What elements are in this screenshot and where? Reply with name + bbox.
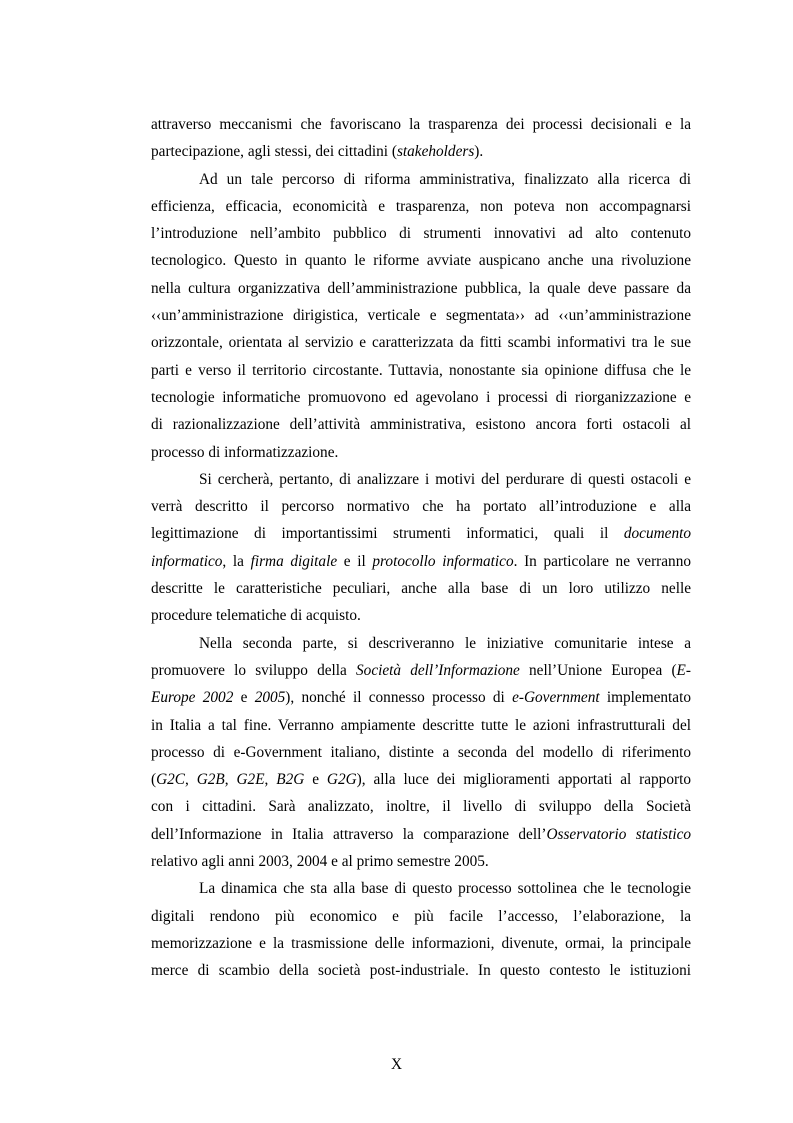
text-line: legittimazione di importantissimi strumenti informatici, quali il documento: [151, 525, 691, 543]
text-line: di razionalizzazione dell’attività amministrativa, esistono ancora forti ostacoli al: [151, 416, 691, 434]
text-line: promuovere lo sviluppo della Società dell’Informazione nell’Unione Europea (E-: [151, 661, 691, 679]
text-line: in Italia a tal fine. Verranno ampiamente descritte tutte le azioni infrastrutturali del: [151, 716, 691, 734]
italic-term: e-Government: [512, 689, 600, 707]
text-line: l’introduzione nell’ambito pubblico di strumenti innovativi ad alto contenuto: [151, 225, 691, 243]
italic-term: Società dell’Informazione: [356, 661, 520, 679]
document-body: [151, 111, 691, 985]
text-line: ‹‹un’amministrazione dirigistica, verticale e segmentata›› ad ‹‹un’amministrazione: [151, 307, 691, 325]
italic-term: Osservatorio statistico: [546, 825, 692, 843]
text-line: efficienza, efficacia, economicità e trasparenza, non poteva non accompagnarsi: [151, 197, 691, 215]
paragraph-analysis: [151, 466, 691, 630]
italic-term: E-: [676, 661, 691, 679]
text-line: verrà descritto il percorso normativo che ha portato all’introduzione e alla: [151, 498, 691, 516]
text-line: Ad un tale percorso di riforma amministrativa, finalizzato alla ricerca di: [199, 170, 691, 188]
italic-term: stakeholders: [396, 143, 475, 161]
italic-term: G2C: [156, 771, 186, 789]
text-line: descritte le caratteristiche peculiari, anche alla base di un loro utilizzo nelle: [151, 580, 691, 598]
italic-term: firma digitale: [250, 552, 338, 570]
text-line: digitali rendono più economico e più facile l’accesso, l’elaborazione, la: [151, 907, 691, 925]
italic-term: documento: [623, 525, 691, 543]
text-line: Nella seconda parte, si descriveranno le iniziative comunitarie intese a: [199, 634, 691, 652]
text-line: informatico, la firma digitale e il protocollo informatico. In particolare ne verranno: [151, 552, 691, 570]
text-line: Si cercherà, pertanto, di analizzare i motivi del perdurare di questi ostacoli e: [199, 470, 691, 488]
text-line: memorizzazione e la trasmissione delle informazioni, divenute, ormai, la principale: [151, 934, 691, 952]
paragraph-dynamics: [151, 875, 691, 984]
text-line: nella cultura organizzativa dell’amministrazione pubblica, la quale deve passare da: [151, 279, 691, 297]
text-line: merce di scambio della società post-industriale. In questo contesto le istituzioni: [151, 962, 691, 980]
text-line: dell’Informazione in Italia attraverso la comparazione dell’Osservatorio statistico: [151, 825, 692, 843]
paragraph-second-part: [151, 630, 691, 876]
text-line: procedure telematiche di acquisto.: [151, 607, 361, 625]
italic-term: B2G: [276, 771, 305, 789]
text-line: relativo agli anni 2003, 2004 e al primo semestre 2005.: [151, 853, 489, 871]
italic-term: informatico: [151, 552, 223, 570]
text-line: con i cittadini. Sarà analizzato, inoltre, il livello di sviluppo della Società: [151, 798, 691, 816]
italic-term: G2B: [196, 771, 225, 789]
text-line: partecipazione, agli stessi, dei cittadini (stakeholders).: [151, 143, 484, 161]
italic-term: G2G: [326, 771, 357, 789]
italic-term: protocollo informatico: [372, 552, 514, 570]
text-line: processo di e-Government italiano, distinte a seconda del modello di riferimento: [151, 743, 691, 761]
italic-term: Europe 2002: [151, 689, 234, 707]
italic-term: 2005: [254, 689, 286, 707]
text-line: (G2C, G2B, G2E, B2G e G2G), alla luce dei miglioramenti apportati al rapporto: [151, 771, 691, 789]
text-line: Europe 2002 e 2005), nonché il connesso processo di e-Government implementato: [151, 689, 691, 707]
text-line: tecnologico. Questo in quanto le riforme avviate auspicano anche una rivoluzione: [151, 252, 691, 270]
paragraph-reform-path: [151, 166, 691, 466]
text-line: attraverso meccanismi che favoriscano la trasparenza dei processi decisionali e la: [151, 116, 691, 133]
text-line: La dinamica che sta alla base di questo processo sottolinea che le tecnologie: [199, 880, 691, 898]
text-line: parti e verso il territorio circostante. Tuttavia, nonostante sia opinione diffusa che le: [151, 361, 691, 379]
italic-term: G2E: [236, 771, 265, 789]
text-line: tecnologie informatiche promuovono ed agevolano i processi di riorganizzazione e: [151, 388, 691, 406]
text-line: orizzontale, orientata al servizio e caratterizzata da fitti scambi informativi tra le sue: [151, 334, 691, 352]
paragraph-continuation: [151, 111, 691, 166]
page-number: X: [390, 1056, 403, 1073]
text-line: processo di informatizzazione.: [151, 443, 339, 461]
